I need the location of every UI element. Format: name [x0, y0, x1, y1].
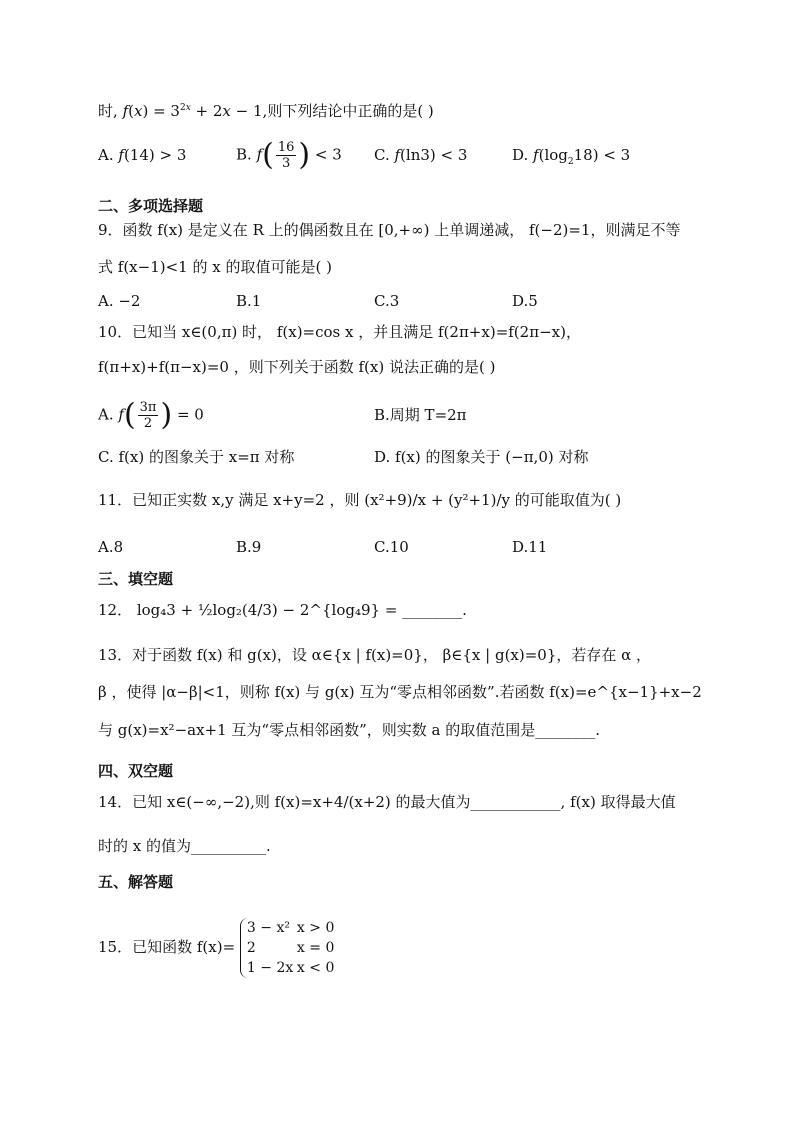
q9-line-2: 式 f(x−1)<1 的 x 的取值可能是( ) — [98, 258, 332, 276]
q9-option-b[interactable]: B.1 — [236, 292, 262, 310]
q11-line-1: 11．已知正实数 x,y 满足 x+y=2 ，则 (x²+9)/x + (y²+1)/y 的可能取值为( ) — [98, 491, 622, 509]
q13-line-2: β ，使得 |α−β|<1，则称 f(x) 与 g(x) 互为“零点相邻函数”.若函数 f(x)=e^{x−1}+x−2 — [98, 683, 702, 701]
q10-line-1: 10．已知当 x∈(0,π) 时， f(x)=cos x ，并且满足 f(2π+x)=f(2π−x)， — [98, 323, 581, 341]
case-3-expr: 1 − 2x — [246, 960, 294, 976]
section-fill-in: 三、填空题 — [98, 570, 174, 588]
case-2-expr: 2 — [246, 940, 256, 956]
section-solutions: 五、解答题 — [98, 873, 174, 891]
q13-line-3[interactable]: 与 g(x)=x²−ax+1 互为“零点相邻函数”，则实数 a 的取值范围是________. — [98, 721, 601, 739]
q8-option-a[interactable]: A. f(14) > 3 — [98, 146, 187, 164]
q10-option-b[interactable]: B.周期 T=2π — [374, 406, 467, 424]
case-3-cond: x < 0 — [296, 960, 335, 976]
piecewise-case-2 — [247, 938, 334, 958]
q9-line-1: 9．函数 f(x) 是定义在 R 上的偶函数且在 [0,+∞) 上单调递减， f(−2)=1，则满足不等 — [98, 221, 681, 239]
q13-line-1: 13．对于函数 f(x) 和 g(x)，设 α∈{x | f(x)=0}， β∈{x | g(x)=0}，若存在 α ， — [98, 646, 652, 664]
q14-line-1[interactable]: 14．已知 x∈(−∞,−2),则 f(x)=x+4/(x+2) 的最大值为____________, f(x) 取得最大值 — [98, 793, 676, 811]
q11-option-a[interactable]: A.8 — [98, 538, 124, 556]
q9-option-d[interactable]: D.5 — [512, 292, 538, 310]
q8-option-c[interactable]: C. f(ln3) < 3 — [374, 146, 468, 164]
q10-line-2: f(π+x)+f(π−x)=0 ，则下列关于函数 f(x) 说法正确的是( ) — [98, 358, 496, 376]
case-1-expr: 3 − x² — [246, 920, 290, 936]
q8-option-b[interactable]: B. f( $\frac{16}{3}$ ) < 3 — [236, 137, 342, 173]
section-multiple-choice: 二、多项选择题 — [98, 197, 204, 215]
q14-line-2[interactable]: 时的 x 的值为__________. — [98, 837, 271, 855]
q11-option-c[interactable]: C.10 — [374, 538, 409, 556]
piecewise-case-3 — [247, 958, 334, 978]
q11-option-b[interactable]: B.9 — [236, 538, 262, 556]
q8-stem-tail: 时, $f(x) = 3^{2x} + 2x - 1$,则下列结论中正确的是( ) — [98, 102, 434, 120]
case-2-cond: x = 0 — [296, 940, 335, 956]
q8-expr-visual: f — [122, 102, 129, 120]
q15-label: 15．已知函数 f(x)= — [98, 938, 236, 956]
q8-suffix: ,则下列结论中正确的是( ) — [262, 102, 434, 120]
q9-option-a[interactable]: A. −2 — [98, 292, 141, 310]
section-double-blank: 四、双空题 — [98, 762, 174, 780]
q15-stem — [98, 918, 334, 978]
q10-option-a[interactable]: A. f( $\frac{3\pi}{2}$ ) = 0 — [98, 397, 204, 433]
q12-line[interactable]: 12． log₄3 + ½log₂(4/3) − 2^{log₄9} = ________. — [98, 601, 467, 619]
q8-prefix: 时, — [98, 102, 118, 120]
case-1-cond: x > 0 — [296, 920, 335, 936]
q10-option-d[interactable]: D. f(x) 的图象关于 (−π,0) 对称 — [374, 448, 589, 466]
q11-option-d[interactable]: D.11 — [512, 538, 548, 556]
piecewise-case-1 — [247, 918, 334, 938]
q10-option-c[interactable]: C. f(x) 的图象关于 x=π 对称 — [98, 448, 295, 466]
q8-option-d[interactable]: D. $f(\log_218) < 3$ — [512, 146, 631, 167]
piecewise-function — [240, 918, 334, 978]
q9-option-c[interactable]: C.3 — [374, 292, 400, 310]
